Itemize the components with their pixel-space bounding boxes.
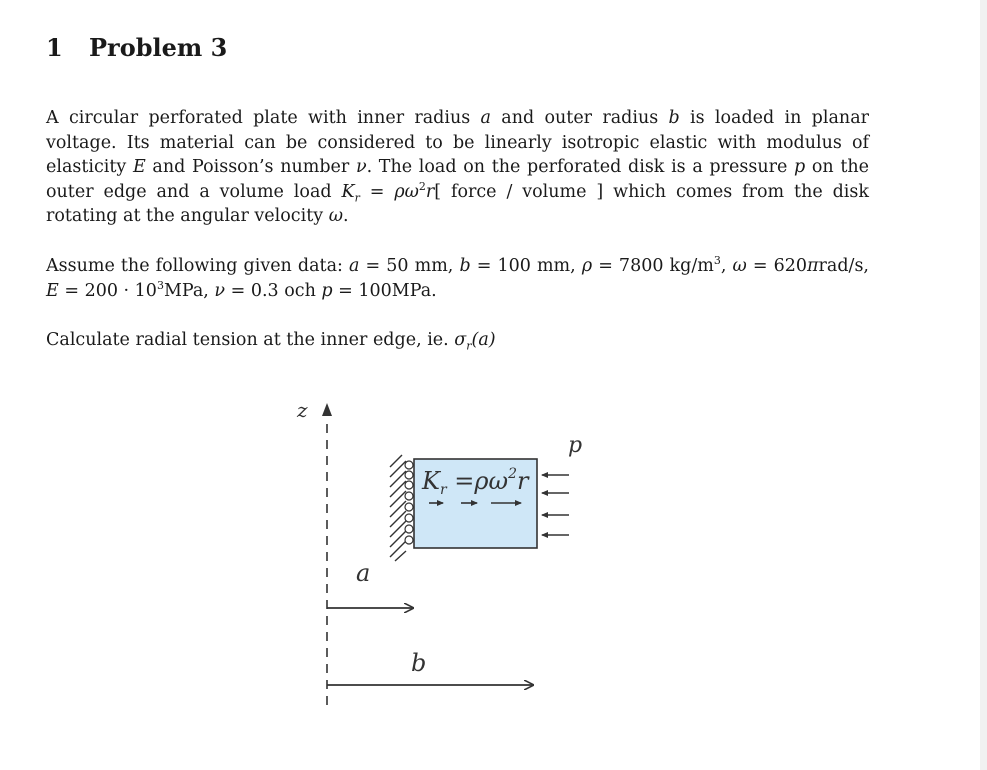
math-cube: 3: [713, 254, 721, 268]
outer-radius-label: b: [411, 649, 427, 677]
math-nu: ν: [214, 280, 226, 301]
math-a: a: [349, 256, 360, 276]
text-run: Assume the following given data:: [46, 256, 349, 276]
unit-rad-s: rad/s,: [818, 256, 869, 276]
value-rho: = 7800 kg/m: [592, 256, 714, 276]
text-run: and Poisson’s number: [145, 157, 356, 177]
math-E: E: [132, 157, 146, 177]
math-rho: ρ: [581, 256, 593, 276]
pressure-label: p: [568, 433, 583, 458]
text-run: ,: [720, 256, 733, 276]
section-heading: [46, 33, 227, 62]
z-axis-label: z: [297, 398, 308, 422]
math-sigma-subscript: r: [466, 339, 472, 353]
question: [46, 328, 869, 353]
volume-load-label: $K_r =\rho\omega^2r$: [422, 466, 529, 498]
problem-description: [46, 106, 869, 229]
text-run: . The load on the perforated disk is a pressure: [366, 157, 794, 177]
inner-radius-label: a: [356, 559, 371, 587]
section-number: 1: [46, 33, 63, 62]
text-run: is loaded in planar voltage. Its material can be considered to be linearly isotropic elastic with modulus of elasticity: [46, 108, 869, 177]
math-K-subscript: r: [354, 191, 360, 204]
math-b: b: [668, 108, 680, 128]
page-edge-strip: [980, 0, 987, 770]
value-E: = 200 · 10: [58, 280, 157, 301]
text-run: .: [342, 206, 349, 226]
math-b: b: [459, 256, 471, 276]
text-run: Calculate radial tension at the inner edge, ie.: [46, 330, 455, 350]
math-square: 2: [418, 179, 426, 193]
text-run: A circular perforated plate with inner radius: [46, 108, 481, 128]
roller-support: [405, 461, 413, 544]
text-run: on the outer edge and a volume load: [46, 157, 869, 202]
diagram-svg: [285, 395, 585, 715]
math-exponent: 3: [156, 278, 164, 292]
text-run: and outer radius: [490, 108, 669, 128]
value-p: = 100MPa.: [332, 280, 437, 301]
math-rho-omega: ρω: [394, 181, 419, 202]
value-omega: = 620: [746, 256, 808, 276]
math-sigma: σ: [454, 330, 467, 350]
plate-diagram: [285, 395, 585, 715]
math-argument: (a): [471, 330, 496, 350]
z-axis-arrowhead: [322, 403, 332, 416]
math-p: p: [793, 157, 806, 177]
given-data: [46, 254, 869, 303]
math-pi: π: [807, 256, 819, 276]
pressure-arrows: [542, 475, 569, 535]
math-p: p: [321, 280, 333, 301]
value-b: = 100 mm,: [470, 256, 582, 276]
math-r: r: [425, 181, 435, 202]
wall-support: [390, 455, 406, 561]
unit-mpa: MPa,: [163, 280, 215, 301]
math-omega: ω: [732, 256, 747, 276]
math-E: E: [46, 280, 59, 301]
math-nu: ν: [355, 157, 367, 177]
math-a: a: [480, 108, 491, 128]
math-K: K: [341, 181, 355, 202]
text-run: [ force / volume ] which comes from the disk rotating at the angular velocity: [46, 181, 869, 226]
text-run: =: [359, 181, 395, 202]
section-title: Problem 3: [89, 33, 228, 62]
value-a: = 50 mm,: [359, 256, 460, 276]
value-nu: = 0.3 och: [225, 280, 322, 301]
math-omega: ω: [328, 206, 343, 226]
